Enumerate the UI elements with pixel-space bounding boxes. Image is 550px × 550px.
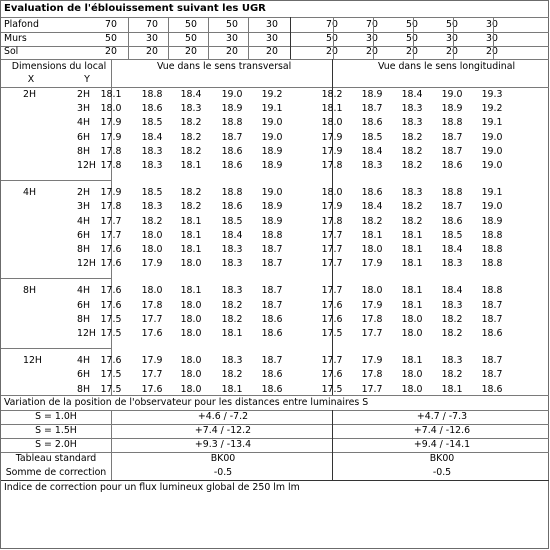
reflectance-value: 70 [146,19,158,30]
dimension-x-value: 12H [23,355,42,367]
reflectance-value: 20 [486,46,498,57]
ugr-value-longitudinal: 17.7 [361,328,383,339]
ugr-value-longitudinal: 19.0 [481,145,503,157]
reflectance-label: Sol [4,46,19,57]
ugr-value-longitudinal: 17.9 [321,201,343,213]
ugr-value-transversal: 18.7 [261,285,283,297]
reflectance-value: 50 [185,33,197,44]
ugr-value-transversal: 17.9 [100,131,122,143]
variation-title: Variation de la position de l'observateur pour les distances entre luminaires S [4,397,369,408]
variation-longitudinal: +9.4 / -14.1 [413,439,471,450]
ugr-value-transversal: 17.9 [100,117,122,129]
footnote: Indice de correction pour un flux lumineux global de 250 lm lm [4,482,300,493]
column-divider [373,17,374,59]
ugr-value-longitudinal: 18.8 [441,187,463,199]
variation-longitudinal: +7.4 / -12.6 [413,425,471,436]
ugr-value-longitudinal: 18.7 [481,299,503,311]
ugr-value-transversal: 17.7 [100,229,122,241]
ugr-value-transversal: 18.3 [221,355,243,367]
dimension-y-value: 4H [77,117,91,129]
ugr-value-transversal: 18.6 [261,369,283,381]
ugr-value-longitudinal: 18.0 [401,328,423,339]
dimension-x-value: 2H [23,89,37,100]
ugr-value-longitudinal: 17.5 [321,383,343,395]
ugr-value-transversal: 18.7 [261,299,283,311]
ugr-value-transversal: 17.8 [100,201,122,213]
ugr-value-transversal: 17.7 [100,215,122,227]
reflectance-value: 20 [406,46,418,57]
ugr-value-transversal: 17.9 [141,258,163,270]
ugr-value-transversal: 17.7 [141,313,163,325]
ugr-value-transversal: 19.0 [221,89,243,100]
ugr-value-longitudinal: 17.6 [321,369,343,381]
reflectance-value: 50 [406,33,418,44]
reflectance-value: 20 [266,46,278,57]
dimension-y-header: Y [84,74,90,85]
ugr-value-transversal: 18.6 [261,328,283,339]
ugr-value-transversal: 18.7 [261,244,283,255]
dimension-y-value: 8H [77,145,91,157]
dimension-y-value: 12H [77,160,96,171]
ugr-value-transversal: 17.6 [100,299,122,311]
variation-transversal: +7.4 / -12.2 [194,425,252,436]
ugr-value-longitudinal: 18.8 [481,285,503,297]
ugr-value-transversal: 18.0 [180,313,202,325]
dimension-y-value: 4H [77,285,91,297]
ugr-value-transversal: 19.1 [261,103,283,115]
ugr-value-transversal: 18.0 [141,229,163,241]
column-divider [208,17,209,59]
ugr-value-transversal: 18.3 [180,103,202,115]
variation-label: S = 1.0H [35,411,77,422]
ugr-value-transversal: 18.6 [221,160,243,171]
reflectance-value: 30 [446,33,458,44]
ugr-value-longitudinal: 18.1 [401,355,423,367]
ugr-value-longitudinal: 18.4 [441,244,463,255]
ugr-value-transversal: 18.0 [180,299,202,311]
ugr-value-longitudinal: 18.1 [361,229,383,241]
ugr-value-transversal: 18.0 [141,244,163,255]
dimension-x-value: 4H [23,187,37,199]
ugr-value-longitudinal: 19.1 [481,117,503,129]
reflectance-value: 50 [226,19,238,30]
ugr-value-transversal: 18.1 [221,383,243,395]
ugr-value-longitudinal: 18.2 [441,369,463,381]
ugr-value-longitudinal: 18.6 [441,160,463,171]
ugr-value-transversal: 17.6 [100,285,122,297]
ugr-value-longitudinal: 19.0 [441,89,463,100]
ugr-value-transversal: 19.0 [261,131,283,143]
reflectance-value: 70 [105,19,117,30]
ugr-value-longitudinal: 18.3 [401,187,423,199]
ugr-value-transversal: 18.2 [180,201,202,213]
ugr-value-longitudinal: 17.7 [321,244,343,255]
reflectance-value: 30 [266,19,278,30]
dimension-y-value: 6H [77,229,91,241]
ugr-value-longitudinal: 18.8 [481,258,503,270]
ugr-value-longitudinal: 18.3 [441,355,463,367]
table-title: Evaluation de l'éblouissement suivant les UGR [4,3,266,14]
ugr-value-transversal: 17.5 [100,328,122,339]
reflectance-label: Murs [4,33,27,44]
ugr-value-longitudinal: 18.3 [361,160,383,171]
ugr-value-longitudinal: 18.7 [441,201,463,213]
ugr-value-transversal: 19.0 [261,117,283,129]
row-divider [1,180,111,181]
ugr-value-transversal: 17.5 [100,383,122,395]
reflectance-value: 20 [105,46,117,57]
view-longitudinal-header: Vue dans le sens longitudinal [378,61,516,72]
ugr-value-transversal: 18.0 [180,355,202,367]
ugr-value-longitudinal: 17.8 [361,369,383,381]
standard-label: Tableau standard [15,453,97,464]
reflectance-value: 20 [226,46,238,57]
reflectance-value: 50 [446,19,458,30]
dimension-x-value: 8H [23,285,37,297]
ugr-value-longitudinal: 18.6 [361,117,383,129]
ugr-value-transversal: 18.7 [261,355,283,367]
ugr-value-transversal: 18.9 [261,145,283,157]
ugr-value-transversal: 19.2 [261,89,283,100]
ugr-value-longitudinal: 18.0 [321,117,343,129]
dimension-y-value: 12H [77,328,96,339]
reflectance-value: 70 [326,19,338,30]
ugr-value-longitudinal: 18.7 [361,103,383,115]
ugr-value-transversal: 18.2 [141,215,163,227]
ugr-value-transversal: 18.6 [221,201,243,213]
ugr-value-transversal: 18.7 [221,131,243,143]
ugr-value-longitudinal: 17.7 [321,355,343,367]
dimension-y-value: 6H [77,369,91,381]
ugr-value-transversal: 17.8 [100,145,122,157]
ugr-value-longitudinal: 17.7 [321,285,343,297]
ugr-value-longitudinal: 18.3 [401,117,423,129]
dimension-y-value: 8H [77,244,91,255]
ugr-value-longitudinal: 18.2 [401,201,423,213]
reflectance-value: 20 [366,46,378,57]
ugr-value-transversal: 18.1 [100,89,122,100]
ugr-value-transversal: 18.2 [180,145,202,157]
dimension-y-value: 2H [77,89,91,100]
ugr-value-longitudinal: 18.9 [441,103,463,115]
ugr-value-transversal: 17.6 [100,355,122,367]
ugr-value-longitudinal: 18.8 [481,229,503,241]
ugr-value-transversal: 18.2 [180,187,202,199]
ugr-value-longitudinal: 18.3 [441,299,463,311]
ugr-value-transversal: 18.7 [261,258,283,270]
column-divider [332,410,333,480]
ugr-value-longitudinal: 18.0 [321,187,343,199]
ugr-value-longitudinal: 18.2 [401,160,423,171]
reflectance-value: 70 [366,19,378,30]
reflectance-value: 50 [105,33,117,44]
correction-transversal: -0.5 [213,467,233,478]
ugr-value-transversal: 18.4 [141,131,163,143]
ugr-value-longitudinal: 18.7 [441,145,463,157]
column-divider [493,17,494,59]
column-divider [453,17,454,59]
column-divider [413,17,414,59]
ugr-value-longitudinal: 18.4 [361,145,383,157]
ugr-value-longitudinal: 18.1 [401,258,423,270]
ugr-value-transversal: 18.8 [221,187,243,199]
column-divider [111,410,112,480]
ugr-value-transversal: 18.6 [261,383,283,395]
ugr-value-longitudinal: 18.9 [361,89,383,100]
variation-label: S = 1.5H [35,425,77,436]
dimension-y-value: 12H [77,258,96,270]
ugr-value-longitudinal: 18.7 [481,313,503,325]
dimension-y-value: 4H [77,355,91,367]
ugr-value-transversal: 18.2 [180,131,202,143]
dimension-y-value: 8H [77,313,91,325]
ugr-value-longitudinal: 18.4 [441,285,463,297]
ugr-value-longitudinal: 17.8 [361,313,383,325]
ugr-value-transversal: 18.2 [180,117,202,129]
dimensions-header: Dimensions du local [11,61,107,72]
ugr-value-longitudinal: 18.9 [481,215,503,227]
ugr-value-transversal: 18.1 [180,285,202,297]
ugr-value-longitudinal: 18.2 [401,145,423,157]
ugr-value-transversal: 17.6 [100,244,122,255]
ugr-value-longitudinal: 17.9 [321,145,343,157]
ugr-value-transversal: 18.1 [221,328,243,339]
ugr-value-transversal: 18.6 [261,313,283,325]
view-transversal-header: Vue dans le sens transversal [157,61,292,72]
variation-label: S = 2.0H [35,439,77,450]
ugr-value-transversal: 18.4 [221,229,243,241]
ugr-value-longitudinal: 17.6 [321,299,343,311]
ugr-value-longitudinal: 17.8 [321,215,343,227]
reflectance-value: 20 [446,46,458,57]
ugr-value-transversal: 17.9 [141,355,163,367]
variation-longitudinal: +4.7 / -7.3 [416,411,468,422]
ugr-value-longitudinal: 18.2 [401,215,423,227]
ugr-value-longitudinal: 17.8 [321,160,343,171]
ugr-value-longitudinal: 18.6 [361,187,383,199]
column-divider [168,17,169,59]
ugr-value-longitudinal: 18.1 [441,383,463,395]
dimension-y-value: 6H [77,299,91,311]
ugr-value-longitudinal: 19.1 [481,187,503,199]
dimension-y-value: 3H [77,103,91,115]
ugr-value-transversal: 17.9 [100,187,122,199]
ugr-value-longitudinal: 18.7 [481,355,503,367]
ugr-value-longitudinal: 18.5 [361,131,383,143]
ugr-value-longitudinal: 18.7 [481,369,503,381]
dimension-y-value: 2H [77,187,91,199]
ugr-value-transversal: 17.7 [141,369,163,381]
ugr-value-transversal: 18.0 [180,369,202,381]
ugr-value-longitudinal: 18.1 [321,103,343,115]
reflectance-value: 30 [266,33,278,44]
ugr-value-longitudinal: 17.9 [321,131,343,143]
reflectance-value: 50 [326,33,338,44]
ugr-value-transversal: 18.1 [180,160,202,171]
ugr-value-transversal: 18.3 [141,201,163,213]
ugr-value-longitudinal: 18.2 [401,131,423,143]
ugr-value-transversal: 17.8 [141,299,163,311]
ugr-value-transversal: 18.8 [221,117,243,129]
ugr-value-transversal: 17.5 [100,369,122,381]
variation-transversal: +9.3 / -13.4 [194,439,252,450]
reflectance-value: 50 [406,19,418,30]
ugr-value-longitudinal: 17.9 [361,299,383,311]
ugr-value-transversal: 18.3 [221,258,243,270]
ugr-value-longitudinal: 18.8 [481,244,503,255]
row-divider [1,348,111,349]
ugr-value-transversal: 18.1 [180,229,202,241]
ugr-value-longitudinal: 19.0 [481,160,503,171]
ugr-value-longitudinal: 19.0 [481,201,503,213]
ugr-value-longitudinal: 18.3 [401,103,423,115]
ugr-value-transversal: 17.6 [100,258,122,270]
ugr-value-transversal: 18.9 [221,103,243,115]
standard-longitudinal: BK00 [429,453,455,464]
ugr-value-longitudinal: 19.0 [481,131,503,143]
column-divider [290,17,291,59]
ugr-value-transversal: 18.0 [180,258,202,270]
ugr-value-transversal: 18.5 [141,117,163,129]
reflectance-value: 50 [185,19,197,30]
ugr-value-transversal: 18.5 [221,215,243,227]
reflectance-value: 30 [146,33,158,44]
dimension-y-value: 3H [77,201,91,213]
reflectance-value: 20 [326,46,338,57]
ugr-value-transversal: 18.4 [180,89,202,100]
column-divider [248,17,249,59]
ugr-value-transversal: 17.5 [100,313,122,325]
reflectance-value: 20 [185,46,197,57]
ugr-value-transversal: 18.5 [141,187,163,199]
correction-longitudinal: -0.5 [432,467,452,478]
ugr-value-transversal: 18.3 [221,244,243,255]
reflectance-value: 20 [146,46,158,57]
ugr-value-longitudinal: 18.1 [401,229,423,241]
ugr-value-longitudinal: 18.7 [441,131,463,143]
ugr-value-longitudinal: 18.4 [401,89,423,100]
column-divider [128,17,129,59]
ugr-value-longitudinal: 17.7 [321,258,343,270]
dimension-x-header: X [27,74,35,85]
ugr-value-longitudinal: 18.3 [441,258,463,270]
ugr-value-transversal: 18.0 [141,285,163,297]
ugr-value-transversal: 18.0 [180,328,202,339]
ugr-value-longitudinal: 17.7 [361,383,383,395]
dimension-y-value: 4H [77,215,91,227]
ugr-value-longitudinal: 18.1 [401,285,423,297]
ugr-value-transversal: 18.2 [221,369,243,381]
ugr-value-longitudinal: 17.9 [361,355,383,367]
ugr-value-longitudinal: 18.0 [361,285,383,297]
ugr-value-longitudinal: 18.2 [321,89,343,100]
ugr-value-transversal: 18.2 [221,299,243,311]
reflectance-value: 30 [366,33,378,44]
ugr-value-transversal: 18.3 [141,145,163,157]
ugr-value-longitudinal: 18.5 [441,229,463,241]
ugr-value-longitudinal: 18.4 [361,201,383,213]
ugr-value-transversal: 18.3 [141,160,163,171]
standard-transversal: BK00 [210,453,236,464]
ugr-value-transversal: 18.6 [221,145,243,157]
ugr-value-longitudinal: 18.2 [441,313,463,325]
variation-transversal: +4.6 / -7.2 [197,411,249,422]
ugr-value-transversal: 18.1 [180,244,202,255]
ugr-value-transversal: 17.8 [100,160,122,171]
ugr-value-longitudinal: 18.2 [361,215,383,227]
reflectance-label: Plafond [4,19,39,30]
ugr-value-longitudinal: 18.6 [441,215,463,227]
reflectance-value: 30 [226,33,238,44]
ugr-value-longitudinal: 17.7 [321,229,343,241]
ugr-value-longitudinal: 18.0 [361,244,383,255]
ugr-value-transversal: 18.6 [141,103,163,115]
reflectance-value: 30 [486,33,498,44]
ugr-value-longitudinal: 18.1 [401,299,423,311]
dimension-y-value: 8H [77,383,91,395]
ugr-value-transversal: 18.2 [221,313,243,325]
ugr-value-transversal: 18.9 [261,160,283,171]
ugr-value-transversal: 18.9 [261,201,283,213]
ugr-value-longitudinal: 18.2 [441,328,463,339]
ugr-value-longitudinal: 18.8 [441,117,463,129]
ugr-value-transversal: 18.0 [100,103,122,115]
row-divider [1,278,111,279]
ugr-value-longitudinal: 17.5 [321,328,343,339]
ugr-value-longitudinal: 17.6 [321,313,343,325]
ugr-value-transversal: 18.8 [141,89,163,100]
ugr-value-longitudinal: 18.1 [401,244,423,255]
ugr-value-longitudinal: 18.6 [481,328,503,339]
ugr-value-longitudinal: 18.0 [401,313,423,325]
ugr-value-transversal: 18.9 [261,215,283,227]
column-divider [333,17,334,59]
ugr-value-transversal: 19.0 [261,187,283,199]
ugr-value-transversal: 18.8 [261,229,283,241]
correction-label: Somme de correction [5,467,107,478]
reflectance-value: 30 [486,19,498,30]
ugr-value-transversal: 17.6 [141,383,163,395]
ugr-value-transversal: 18.0 [180,383,202,395]
ugr-value-longitudinal: 19.2 [481,103,503,115]
ugr-value-longitudinal: 17.9 [361,258,383,270]
ugr-value-longitudinal: 18.0 [401,383,423,395]
ugr-value-longitudinal: 18.6 [481,383,503,395]
dimension-y-value: 6H [77,131,91,143]
ugr-value-transversal: 18.1 [180,215,202,227]
ugr-value-transversal: 18.3 [221,285,243,297]
ugr-value-transversal: 17.6 [141,328,163,339]
ugr-value-longitudinal: 18.0 [401,369,423,381]
ugr-value-longitudinal: 19.3 [481,89,503,100]
